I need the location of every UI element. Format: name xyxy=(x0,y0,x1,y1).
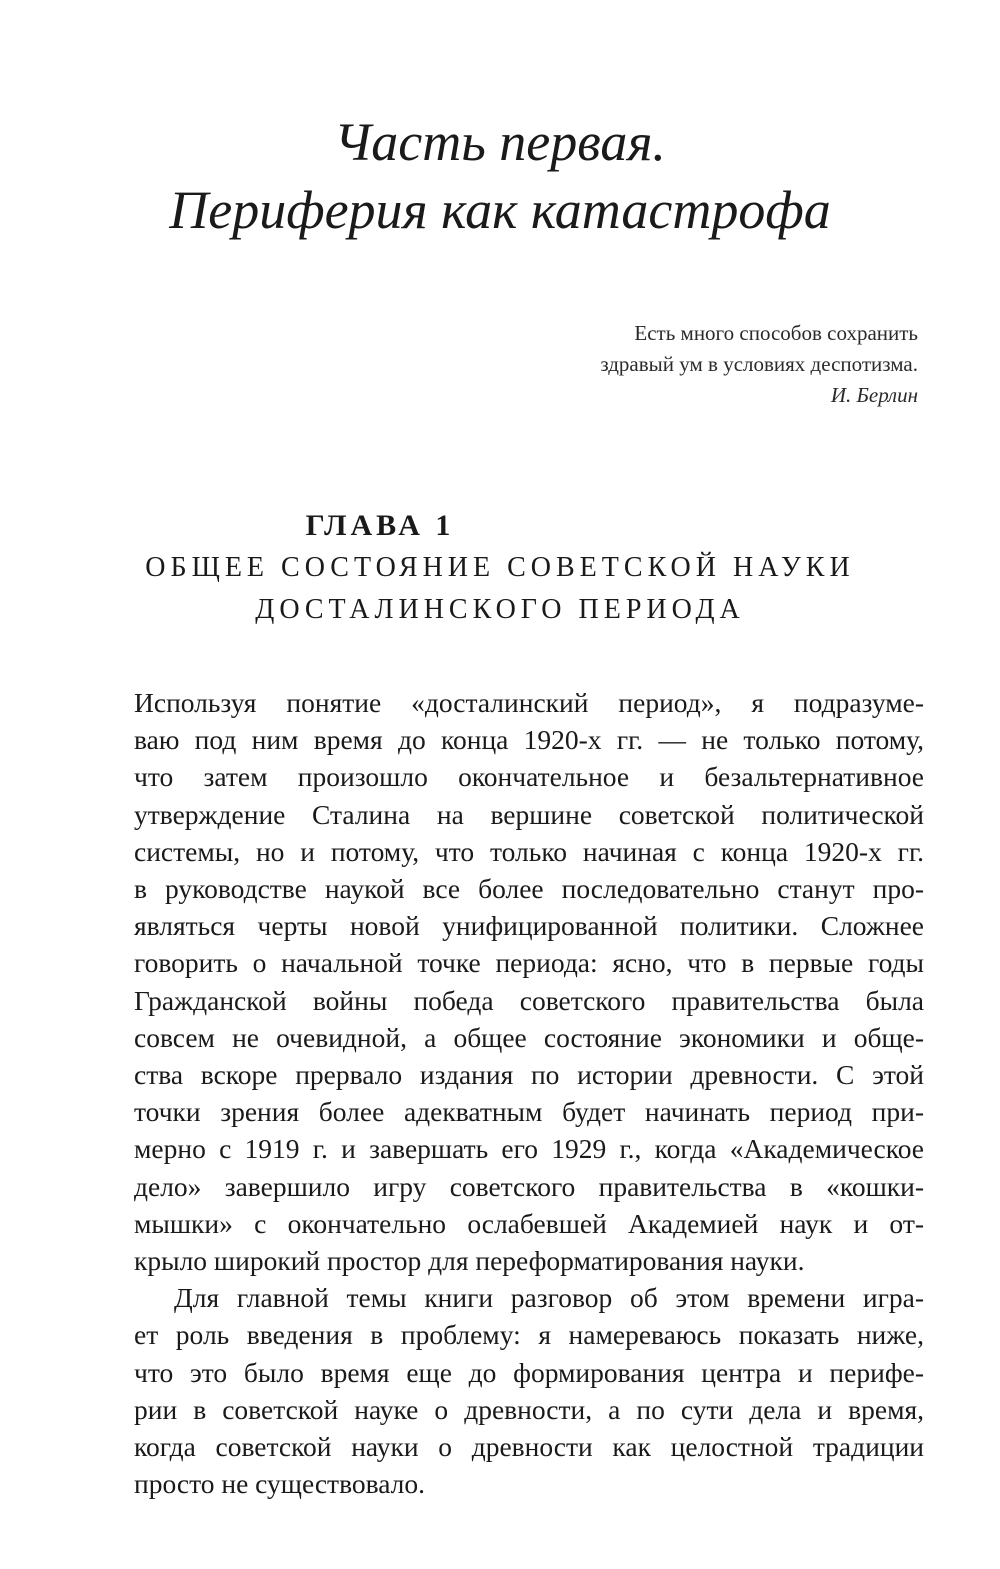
paragraph-1 xyxy=(134,684,924,1279)
chapter-title-line-2: ДОСТАЛИНСКОГО ПЕРИОДА xyxy=(255,594,745,625)
text-line: рии в советской науке о древности, а по сути дела и время, xyxy=(134,1393,924,1425)
text-line: что это было время еще до формирования центра и перифе- xyxy=(134,1356,924,1388)
text-line: Используя понятие «досталинский период», я подразуме- xyxy=(134,687,924,718)
text-line: мерно с 1919 г. и завершать его 1929 г., когда «Академическое xyxy=(134,1133,924,1165)
text-line: ваю под ним время до конца 1920-х гг. — не только потому, xyxy=(134,724,924,756)
text-line: мышки» с окончательно ослабевшей Академией наук и от- xyxy=(134,1207,924,1239)
text-line: просто не существовало. xyxy=(134,1468,426,1500)
part-title xyxy=(0,108,1000,244)
paragraph-2 xyxy=(134,1279,924,1502)
text-line: Для главной темы книги разговор об этом времени игра- xyxy=(174,1282,924,1314)
text-line: говорить о начальной точке периода: ясно, что в первые годы xyxy=(134,947,924,979)
chapter-title-line-1: ОБЩЕЕ СОСТОЯНИЕ СОВЕТСКОЙ НАУКИ xyxy=(145,552,855,583)
text-line: ет роль введения в проблему: я намереваюсь показать ниже, xyxy=(134,1319,924,1351)
text-line: утверждение Сталина на вершине советской политической xyxy=(134,798,924,830)
text-line: крыло широкий простор для переформатирования науки. xyxy=(134,1245,805,1277)
body-text xyxy=(134,684,924,1502)
text-line: системы, но и потому, что только начиная с конца 1920-х гг. xyxy=(134,835,924,867)
text-line: совсем не очевидной, а общее состояние экономики и обще- xyxy=(134,1021,924,1053)
text-line: в руководстве наукой все более последовательно станут про- xyxy=(134,873,924,905)
epigraph-line-1: Есть много способов сохранить xyxy=(634,321,918,345)
text-line: когда советской науки о древности как целостной традиции xyxy=(134,1431,924,1463)
chapter-label: ГЛАВА 1 xyxy=(305,509,455,542)
text-line: Гражданской войны победа советского правительства была xyxy=(134,984,924,1016)
text-line: что затем произошло окончательное и безальтернативное xyxy=(134,761,924,793)
part-title-line-1: Часть первая. xyxy=(334,112,666,172)
text-line: дело» завершило игру советского правительства в «кошки- xyxy=(134,1170,924,1202)
text-line: являться черты новой унифицированной политики. Сложнее xyxy=(134,910,924,942)
chapter-heading xyxy=(0,506,1000,630)
text-line: ства вскоре прервало издания по истории древности. С этой xyxy=(134,1059,924,1091)
epigraph-line-2: здравый ум в условиях деспотизма. xyxy=(600,352,918,376)
text-line: точки зрения более адекватным будет начинать период при- xyxy=(134,1096,924,1128)
epigraph xyxy=(458,318,918,411)
epigraph-author: И. Берлин xyxy=(830,383,918,407)
part-title-line-2: Периферия как катастрофа xyxy=(169,180,831,240)
